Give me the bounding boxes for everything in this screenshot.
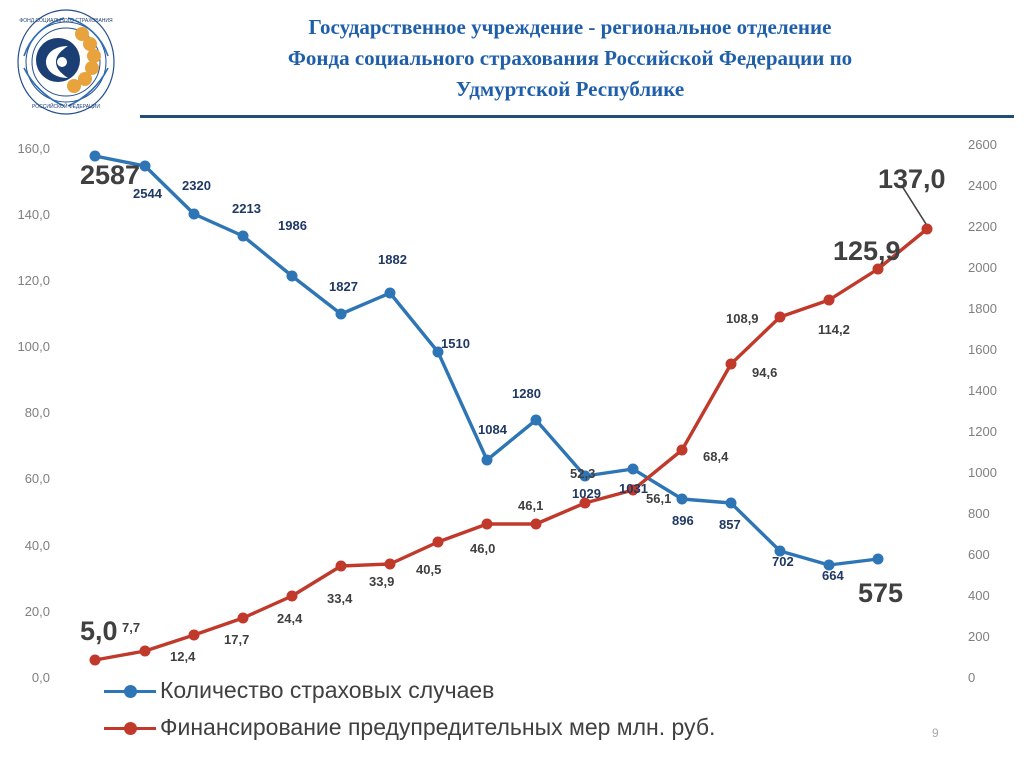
title-line-2: Фонда социального страхования Российской Федерации по: [287, 46, 853, 70]
data-label-funding: 56,1: [646, 491, 672, 506]
right-axis-tick: 1400: [968, 383, 997, 398]
data-label-claims: 1882: [378, 252, 407, 267]
data-label-funding: 5,0: [80, 616, 118, 646]
data-label-claims: 1031: [619, 481, 648, 496]
data-label-claims: 2213: [232, 201, 261, 216]
right-axis-tick: 1800: [968, 301, 997, 316]
right-axis-tick: 400: [968, 588, 990, 603]
right-axis-tick: 0: [968, 670, 976, 685]
legend-item-funding[interactable]: [104, 709, 964, 746]
left-axis-tick: 140,0: [17, 207, 50, 222]
svg-text:ФОНД СОЦИАЛЬНОГО СТРАХОВАНИЯ: ФОНД СОЦИАЛЬНОГО СТРАХОВАНИЯ: [19, 18, 113, 24]
left-axis-tick: 160,0: [17, 141, 50, 156]
series-line-claims: [95, 156, 878, 565]
left-axis-tick: 80,0: [24, 405, 50, 420]
data-label-claims: 664: [822, 568, 844, 583]
data-label-funding: 68,4: [703, 449, 729, 464]
chart-legend: [104, 672, 964, 746]
data-label-funding: 137,0: [878, 164, 946, 194]
data-label-claims: 857: [719, 517, 741, 532]
series-markers-claims: [90, 151, 884, 571]
slide-header: [0, 0, 1024, 120]
right-axis-tick: 1600: [968, 342, 997, 357]
fss-emblem-icon: [10, 6, 122, 118]
page-title: [140, 12, 1000, 105]
data-label-claims: 2544: [133, 186, 162, 201]
data-label-funding: 52,3: [570, 466, 596, 481]
title-divider: [140, 115, 1014, 118]
left-axis-tick: 20,0: [24, 604, 50, 619]
left-axis-tick: 0,0: [31, 670, 50, 685]
right-axis-tick: 2000: [968, 260, 997, 275]
title-line-3: Удмуртской Республике: [455, 77, 685, 101]
right-axis-tick: 1000: [968, 465, 997, 480]
page-number: 9: [932, 726, 939, 740]
right-axis-tick: 600: [968, 547, 990, 562]
left-axis-tick: 120,0: [17, 273, 50, 288]
legend-marker-claims-icon: [104, 681, 156, 701]
series-line-funding: [95, 229, 927, 660]
data-label-funding: 46,0: [470, 541, 496, 556]
data-label-claims: 1084: [478, 422, 507, 437]
data-label-funding: 40,5: [416, 562, 442, 577]
right-axis-tick: 800: [968, 506, 990, 521]
legend-item-claims[interactable]: [104, 672, 964, 709]
data-label-funding: 7,7: [122, 620, 141, 635]
data-label-claims: 1280: [512, 386, 541, 401]
data-label-funding: 94,6: [752, 365, 778, 380]
data-label-claims: 896: [672, 513, 694, 528]
data-label-claims: 2587: [80, 160, 141, 190]
right-axis-tick: 2400: [968, 178, 997, 193]
legend-marker-funding-icon: [104, 718, 156, 738]
data-label-claims: 1986: [278, 218, 307, 233]
left-axis-tick: 100,0: [17, 339, 50, 354]
right-axis-tick: 1200: [968, 424, 997, 439]
right-axis-tick: 200: [968, 629, 990, 644]
data-label-funding: 24,4: [277, 611, 303, 626]
right-axis-tick: 2200: [968, 219, 997, 234]
data-label-claims: 702: [772, 554, 794, 569]
right-axis-tick: 2600: [968, 137, 997, 152]
combo-line-chart: [0, 126, 1024, 686]
data-label-funding: 33,4: [327, 591, 353, 606]
series-markers-funding: [90, 224, 933, 666]
data-label-claims: 1827: [329, 279, 358, 294]
data-label-claims: 2320: [182, 178, 211, 193]
data-label-claims: 1029: [572, 486, 601, 501]
data-label-claims: 575: [858, 578, 904, 608]
left-axis-tick: 60,0: [24, 471, 50, 486]
data-label-funding: 108,9: [726, 311, 759, 326]
data-label-funding: 46,1: [518, 498, 544, 513]
data-label-claims: 1510: [441, 336, 470, 351]
data-label-funding: 125,9: [833, 236, 901, 266]
title-line-1: Государственное учреждение - региональное отделение: [308, 15, 832, 39]
data-label-funding: 114,2: [818, 322, 850, 337]
left-axis-tick: 40,0: [24, 538, 50, 553]
legend-label-funding: Финансирование предупредительных мер млн. руб.: [160, 714, 716, 740]
data-label-funding: 33,9: [369, 574, 395, 589]
svg-text:РОССИЙСКОЙ ФЕДЕРАЦИИ: РОССИЙСКОЙ ФЕДЕРАЦИИ: [32, 104, 100, 110]
data-label-funding: 12,4: [170, 649, 196, 664]
data-label-funding: 17,7: [224, 632, 250, 647]
legend-label-claims: Количество страховых случаев: [160, 677, 495, 703]
